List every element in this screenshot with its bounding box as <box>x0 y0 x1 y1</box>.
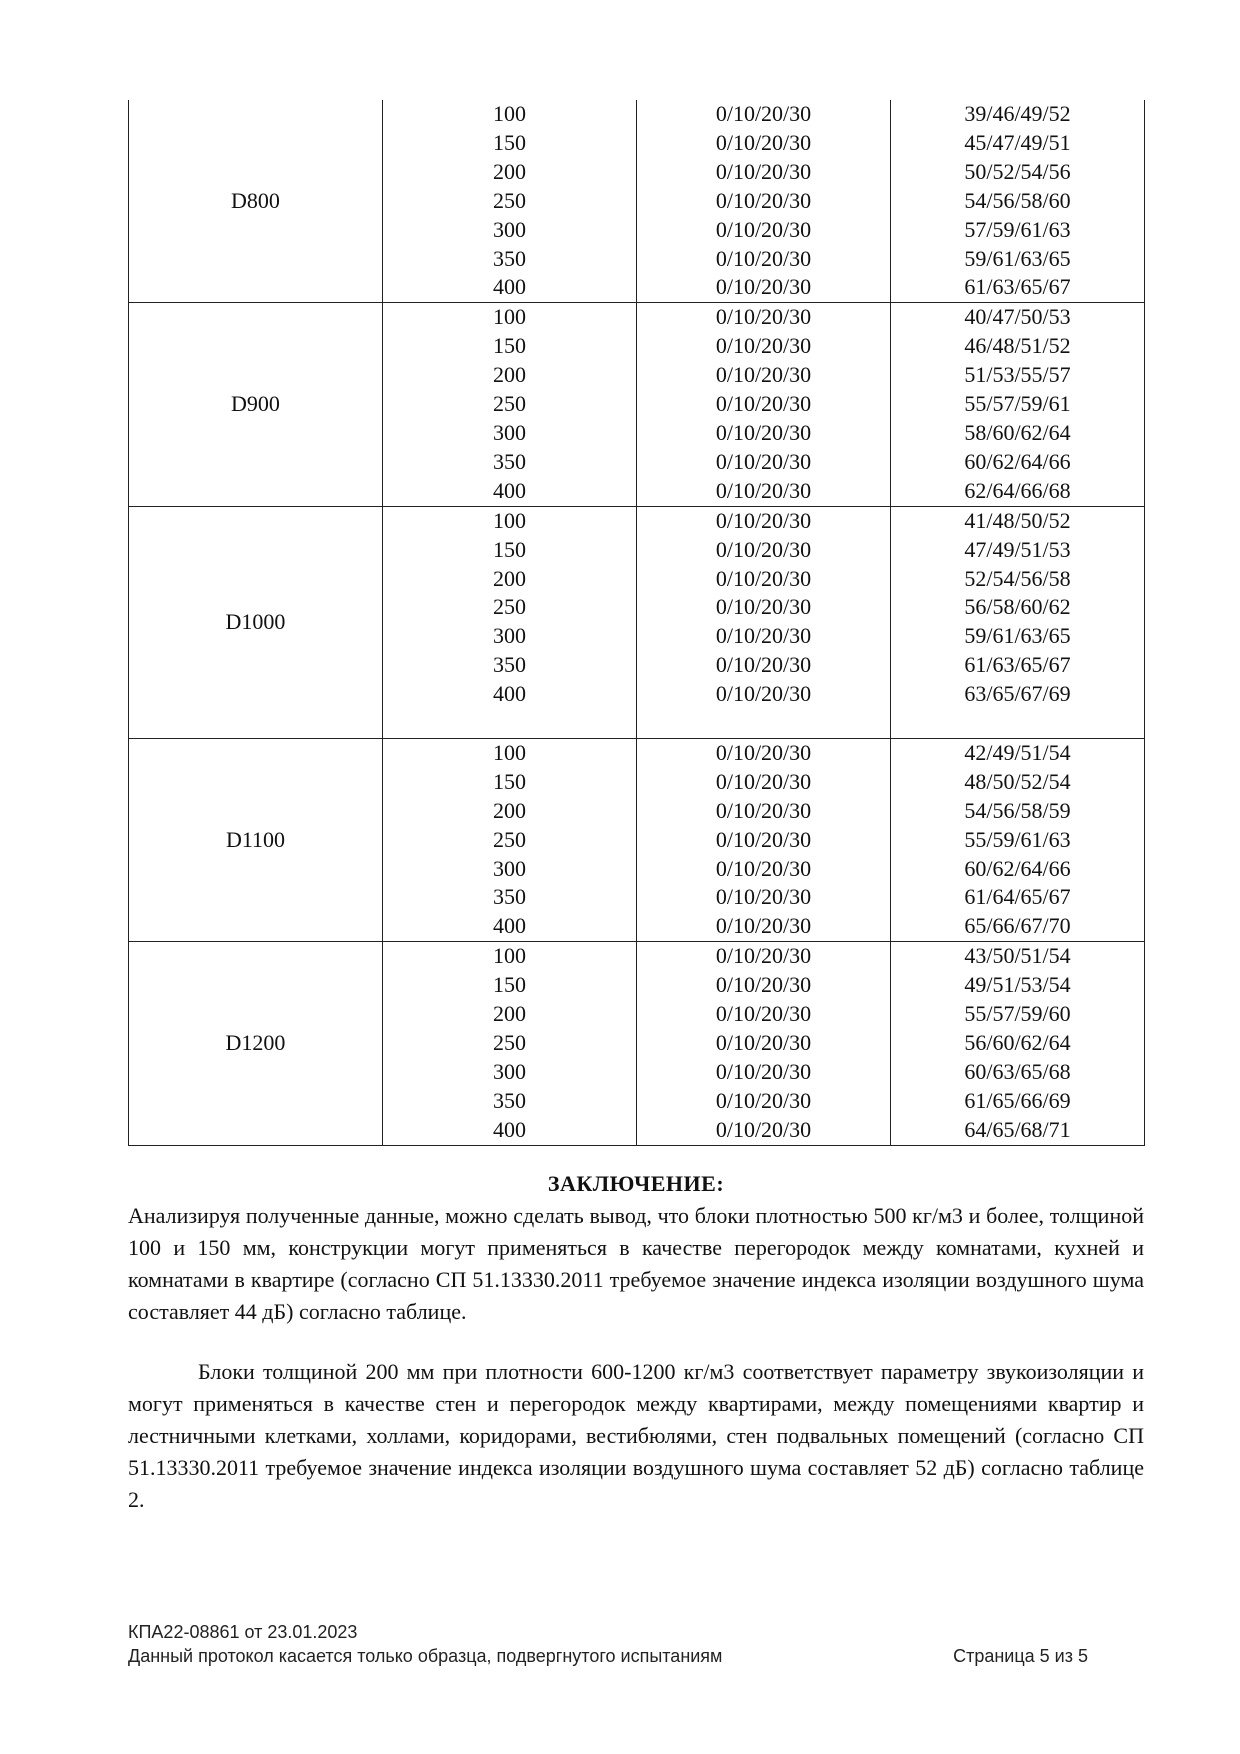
table-row <box>129 738 1145 767</box>
offsets-cell: 0/10/20/30 <box>637 1087 891 1116</box>
conclusion-heading: ЗАКЛЮЧЕНИЕ: <box>547 1171 725 1196</box>
offsets-cell: 0/10/20/30 <box>637 565 891 594</box>
offsets-cell: 0/10/20/30 <box>637 971 891 1000</box>
values-cell: 61/64/65/67 <box>891 883 1145 912</box>
offsets-cell: 0/10/20/30 <box>637 883 891 912</box>
table-row <box>129 506 1145 535</box>
thickness-cell: 200 <box>383 1000 637 1029</box>
values-cell: 54/56/58/59 <box>891 797 1145 826</box>
offsets-cell: 0/10/20/30 <box>637 100 891 129</box>
values-cell: 48/50/52/54 <box>891 768 1145 797</box>
thickness-cell: 400 <box>383 912 637 941</box>
offsets-cell: 0/10/20/30 <box>637 158 891 187</box>
values-cell: 60/63/65/68 <box>891 1058 1145 1087</box>
thickness-cell: 350 <box>383 448 637 477</box>
offsets-cell: 0/10/20/30 <box>637 536 891 565</box>
values-cell: 61/63/65/67 <box>891 651 1145 680</box>
table-row <box>129 303 1145 332</box>
density-cell: D900 <box>129 303 383 506</box>
offsets-cell: 0/10/20/30 <box>637 506 891 535</box>
protocol-reference: КПА22-08861 от 23.01.2023 <box>128 1622 358 1642</box>
values-cell: 63/65/67/69 <box>891 680 1145 709</box>
thickness-cell: 400 <box>383 680 637 709</box>
thickness-cell: 250 <box>383 390 637 419</box>
offsets-cell: 0/10/20/30 <box>637 332 891 361</box>
values-cell: 40/47/50/53 <box>891 303 1145 332</box>
offsets-cell: 0/10/20/30 <box>637 768 891 797</box>
values-cell: 55/57/59/60 <box>891 1000 1145 1029</box>
offsets-cell: 0/10/20/30 <box>637 942 891 971</box>
offsets-cell: 0/10/20/30 <box>637 1116 891 1145</box>
values-cell: 46/48/51/52 <box>891 332 1145 361</box>
conclusion-paragraph-1: Анализируя полученные данные, можно сделать вывод, что блоки плотностью 500 кг/м3 и более, толщиной 100 и 150 мм, конструкции могут применяться в качестве перегородок между комнатами, кухней и комнатами в квартире (согласно СП 51.13330.2011 требуемое значение индекса изоляции воздушного шума составляет 44 дБ) согласно таблице. <box>128 1203 1144 1324</box>
thickness-cell: 150 <box>383 971 637 1000</box>
values-cell: 55/57/59/61 <box>891 390 1145 419</box>
thickness-cell: 250 <box>383 593 637 622</box>
empty-cell <box>891 709 1145 738</box>
offsets-cell: 0/10/20/30 <box>637 912 891 941</box>
values-cell: 60/62/64/66 <box>891 855 1145 884</box>
offsets-cell: 0/10/20/30 <box>637 390 891 419</box>
thickness-cell: 300 <box>383 855 637 884</box>
offsets-cell: 0/10/20/30 <box>637 1000 891 1029</box>
thickness-cell: 350 <box>383 883 637 912</box>
offsets-cell: 0/10/20/30 <box>637 855 891 884</box>
offsets-cell: 0/10/20/30 <box>637 826 891 855</box>
offsets-cell: 0/10/20/30 <box>637 477 891 506</box>
values-cell: 49/51/53/54 <box>891 971 1145 1000</box>
values-cell: 61/65/66/69 <box>891 1087 1145 1116</box>
thickness-cell: 300 <box>383 216 637 245</box>
page-footer <box>128 1620 1088 1668</box>
values-cell: 56/58/60/62 <box>891 593 1145 622</box>
values-cell: 41/48/50/52 <box>891 506 1145 535</box>
thickness-cell: 100 <box>383 738 637 767</box>
thickness-cell: 100 <box>383 506 637 535</box>
offsets-cell: 0/10/20/30 <box>637 680 891 709</box>
offsets-cell: 0/10/20/30 <box>637 245 891 274</box>
thickness-cell: 200 <box>383 158 637 187</box>
thickness-cell: 200 <box>383 797 637 826</box>
thickness-cell: 100 <box>383 100 637 129</box>
thickness-cell: 250 <box>383 187 637 216</box>
conclusion-paragraph-2: Блоки толщиной 200 мм при плотности 600-1200 кг/м3 соответствует параметру звукоизоляции и могут применяться в качестве стен и перегородок между квартирами, между помещениями квартир и лестничными клетками, холлами, коридорами, вестибюлями, стен подвальных помещений (согласно СП 51.13330.2011 требуемое значение индекса изоляции воздушного шума составляет 52 дБ) согласно таблице 2. <box>128 1359 1144 1512</box>
offsets-cell: 0/10/20/30 <box>637 303 891 332</box>
thickness-cell: 400 <box>383 273 637 302</box>
page-number: Страница 5 из 5 <box>953 1646 1088 1666</box>
empty-cell <box>383 709 637 738</box>
conclusion-section <box>128 1168 1144 1516</box>
offsets-cell: 0/10/20/30 <box>637 651 891 680</box>
offsets-cell: 0/10/20/30 <box>637 622 891 651</box>
table-row <box>129 100 1145 129</box>
values-cell: 42/49/51/54 <box>891 738 1145 767</box>
values-cell: 52/54/56/58 <box>891 565 1145 594</box>
values-cell: 47/49/51/53 <box>891 536 1145 565</box>
values-cell: 50/52/54/56 <box>891 158 1145 187</box>
values-cell: 58/60/62/64 <box>891 419 1145 448</box>
offsets-cell: 0/10/20/30 <box>637 187 891 216</box>
thickness-cell: 400 <box>383 477 637 506</box>
values-cell: 45/47/49/51 <box>891 129 1145 158</box>
values-cell: 43/50/51/54 <box>891 942 1145 971</box>
thickness-cell: 300 <box>383 1058 637 1087</box>
thickness-cell: 200 <box>383 565 637 594</box>
values-cell: 39/46/49/52 <box>891 100 1145 129</box>
offsets-cell: 0/10/20/30 <box>637 1058 891 1087</box>
empty-cell <box>637 709 891 738</box>
thickness-cell: 150 <box>383 129 637 158</box>
thickness-cell: 150 <box>383 768 637 797</box>
offsets-cell: 0/10/20/30 <box>637 216 891 245</box>
values-cell: 56/60/62/64 <box>891 1029 1145 1058</box>
values-cell: 54/56/58/60 <box>891 187 1145 216</box>
thickness-cell: 300 <box>383 419 637 448</box>
thickness-cell: 100 <box>383 303 637 332</box>
thickness-cell: 150 <box>383 536 637 565</box>
values-cell: 51/53/55/57 <box>891 361 1145 390</box>
offsets-cell: 0/10/20/30 <box>637 593 891 622</box>
offsets-cell: 0/10/20/30 <box>637 738 891 767</box>
offsets-cell: 0/10/20/30 <box>637 448 891 477</box>
values-cell: 62/64/66/68 <box>891 477 1145 506</box>
thickness-cell: 250 <box>383 826 637 855</box>
density-cell: D800 <box>129 100 383 303</box>
thickness-cell: 350 <box>383 245 637 274</box>
values-cell: 59/61/63/65 <box>891 622 1145 651</box>
thickness-cell: 300 <box>383 622 637 651</box>
values-cell: 60/62/64/66 <box>891 448 1145 477</box>
offsets-cell: 0/10/20/30 <box>637 797 891 826</box>
values-cell: 59/61/63/65 <box>891 245 1145 274</box>
footer-disclaimer: Данный протокол касается только образца, подвергнутого испытаниям <box>128 1646 723 1666</box>
values-cell: 65/66/67/70 <box>891 912 1145 941</box>
offsets-cell: 0/10/20/30 <box>637 419 891 448</box>
thickness-cell: 350 <box>383 651 637 680</box>
thickness-cell: 250 <box>383 1029 637 1058</box>
thickness-cell: 200 <box>383 361 637 390</box>
thickness-cell: 350 <box>383 1087 637 1116</box>
offsets-cell: 0/10/20/30 <box>637 273 891 302</box>
thickness-cell: 100 <box>383 942 637 971</box>
values-cell: 64/65/68/71 <box>891 1116 1145 1145</box>
table-row <box>129 942 1145 971</box>
density-cell: D1200 <box>129 942 383 1145</box>
values-cell: 61/63/65/67 <box>891 273 1145 302</box>
thickness-cell: 400 <box>383 1116 637 1145</box>
density-cell: D1100 <box>129 738 383 941</box>
values-cell: 55/59/61/63 <box>891 826 1145 855</box>
thickness-cell: 150 <box>383 332 637 361</box>
density-cell: D1000 <box>129 506 383 738</box>
sound-insulation-table <box>128 100 1145 1146</box>
offsets-cell: 0/10/20/30 <box>637 361 891 390</box>
offsets-cell: 0/10/20/30 <box>637 129 891 158</box>
offsets-cell: 0/10/20/30 <box>637 1029 891 1058</box>
values-cell: 57/59/61/63 <box>891 216 1145 245</box>
